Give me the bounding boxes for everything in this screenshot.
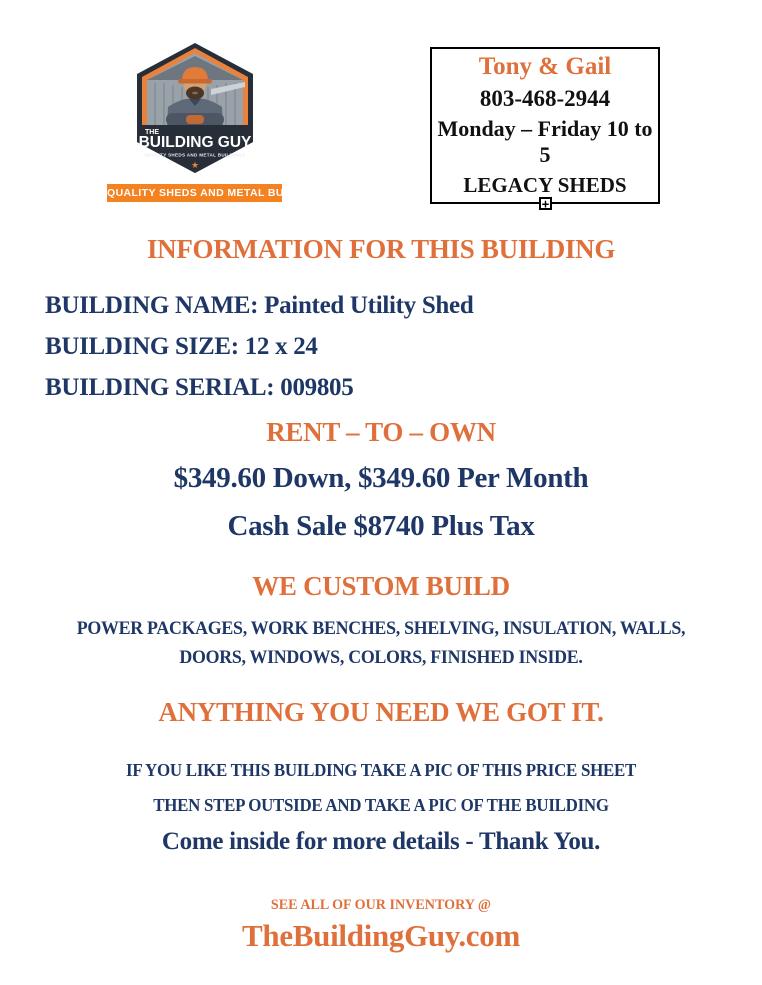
building-name-label: BUILDING NAME:	[45, 292, 259, 319]
website-url: TheBuildingGuy.com	[242, 918, 520, 953]
contact-brand: LEGACY SHEDS	[463, 172, 627, 197]
cta-take-pic-building: THEN STEP OUTSIDE AND TAKE A PIC OF THE BUILDING	[153, 795, 609, 815]
contact-phone: 803-468-2944	[479, 85, 611, 111]
building-size-label: BUILDING SIZE:	[45, 333, 239, 360]
cash-sale-price: Cash Sale $8740 Plus Tax	[227, 510, 535, 542]
building-name-value: Painted Utility Shed	[264, 292, 474, 319]
logo-star-icon: ★	[190, 161, 199, 171]
logo-title-text: BUILDING GUY	[138, 134, 251, 151]
cta-take-pic-sheet: IF YOU LIKE THIS BUILDING TAKE A PIC OF THIS PRICE SHEET	[126, 760, 636, 780]
custom-options-line-1: POWER PACKAGES, WORK BENCHES, SHELVING, INSULATION, WALLS,	[76, 618, 686, 639]
contact-card	[430, 47, 660, 204]
building-serial-label: BUILDING SERIAL:	[45, 374, 275, 401]
rent-to-own-heading: RENT – TO – OWN	[266, 417, 496, 447]
building-serial-value: 009805	[280, 374, 354, 401]
custom-options-line-2: DOORS, WINDOWS, COLORS, FINISHED INSIDE.	[179, 647, 583, 668]
building-serial-row	[45, 374, 353, 402]
custom-build-heading: WE CUSTOM BUILD	[252, 571, 510, 601]
anything-tagline: ANYTHING YOU NEED WE GOT IT.	[158, 697, 604, 727]
rent-terms: $349.60 Down, $349.60 Per Month	[173, 462, 589, 494]
logo-tagline-text: QUALITY SHEDS AND METAL BUILDINGS	[143, 152, 246, 158]
logo-the-text: THE	[144, 129, 159, 136]
contact-names: Tony & Gail	[478, 53, 612, 81]
building-guy-badge-icon	[131, 43, 259, 173]
cta-come-inside: Come inside for more details - Thank You.	[161, 828, 601, 855]
company-logo	[107, 43, 330, 202]
info-heading: INFORMATION FOR THIS BUILDING	[146, 234, 616, 264]
building-size-value: 12 x 24	[244, 333, 318, 360]
building-size-row	[45, 333, 318, 361]
building-name-row	[45, 292, 473, 320]
contact-hours: Monday – Friday 10 to 5	[437, 116, 653, 168]
table-handle-icon[interactable]: +	[539, 197, 552, 210]
quality-sheds-banner: QUALITY SHEDS AND METAL BUILDINGS	[107, 184, 282, 202]
inventory-note: SEE ALL OF OUR INVENTORY @	[270, 897, 492, 913]
